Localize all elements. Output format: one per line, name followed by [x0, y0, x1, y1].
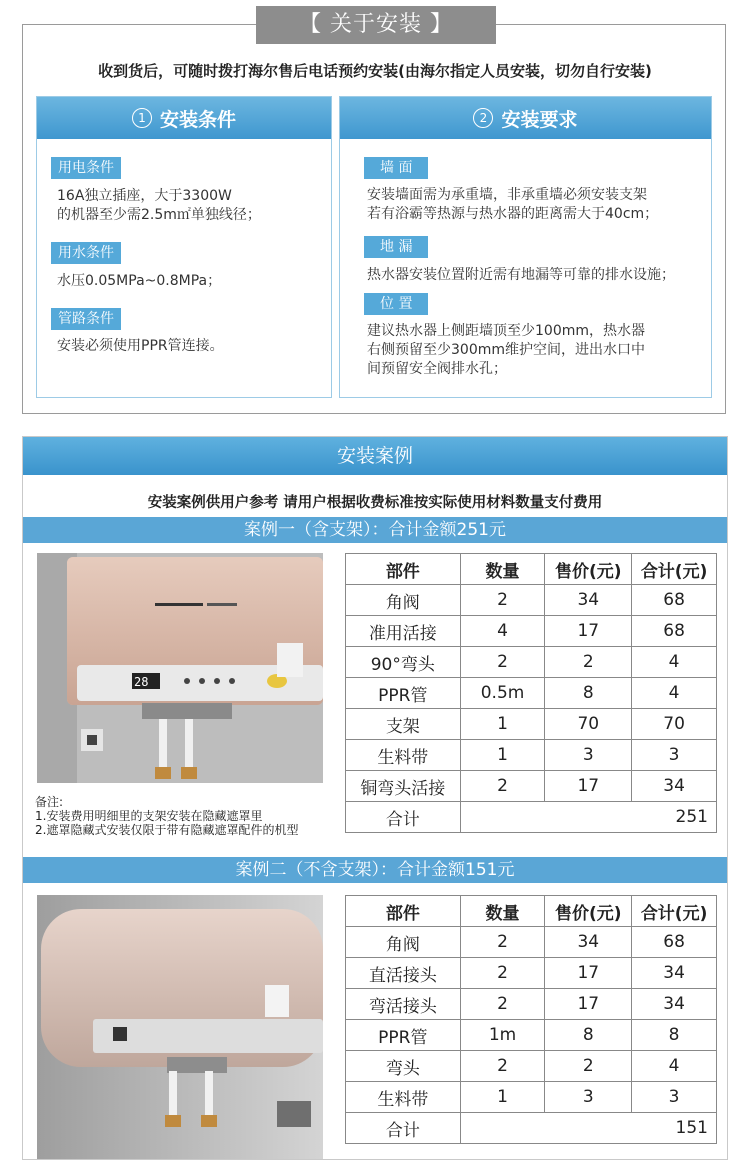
total-value: 151 [460, 1113, 716, 1144]
table-row [346, 709, 717, 740]
table-cell: 生料带 [346, 740, 461, 771]
requirement-tag-drain: 地 漏 [364, 236, 428, 258]
table-cell: 1 [460, 740, 545, 771]
table-cell: 34 [545, 585, 632, 616]
install-requirements-heading: 安装要求 [501, 108, 578, 131]
table-cell: 17 [545, 616, 632, 647]
condition-tag-power: 用电条件 [51, 157, 121, 179]
requirement-tag-position: 位 置 [364, 293, 428, 315]
install-requirements-header [340, 97, 711, 139]
case1-title-bar: 案例一（含支架）：合计金额251元 [23, 517, 727, 543]
table-header-row [346, 554, 717, 585]
table-cell: 8 [545, 678, 632, 709]
table-cell: 70 [545, 709, 632, 740]
about-install-note: 收到货后，可随时拨打海尔售后电话预约安装(由海尔指定人员安装，切勿自行安装) [98, 62, 652, 80]
condition-tag-pipe: 管路条件 [51, 308, 121, 330]
column-header: 数量 [460, 554, 545, 585]
table-cell: PPR管 [346, 1020, 461, 1051]
table-row [346, 958, 717, 989]
table-cell: 2 [460, 958, 545, 989]
column-header: 售价(元) [545, 896, 632, 927]
table-cell: 70 [632, 709, 717, 740]
table-cell: 68 [632, 616, 717, 647]
install-conditions-header [37, 97, 331, 139]
table-cell: 直活接头 [346, 958, 461, 989]
install-cases-section [22, 436, 728, 1160]
case1-parts-table [345, 553, 717, 833]
column-header: 合计(元) [632, 896, 717, 927]
case1-remark: 备注: 1.安装费用明细里的支架安装在隐藏遮罩里 2.遮罩隐藏式安装仅限于带有隐藏遮罩配件的机型 [35, 795, 299, 837]
table-cell: 2 [545, 1051, 632, 1082]
case2-heater-photo [37, 895, 323, 1159]
about-install-title: 【 关于安装 】 [256, 6, 496, 44]
total-label: 合计 [346, 802, 461, 833]
svg-text:28: 28 [134, 675, 149, 689]
table-cell: 2 [460, 989, 545, 1020]
table-total-row [346, 802, 717, 833]
table-cell: 2 [460, 647, 545, 678]
condition-text-power: 16A独立插座，大于3300W 的机器至少需2.5m㎡单独线径； [57, 188, 261, 223]
table-cell: 铜弯头活接 [346, 771, 461, 802]
table-cell: 4 [632, 647, 717, 678]
step-number-icon: 1 [132, 108, 152, 128]
table-cell: 3 [545, 1082, 632, 1113]
table-row [346, 1051, 717, 1082]
table-cell: 4 [460, 616, 545, 647]
table-cell: 8 [545, 1020, 632, 1051]
table-cell: 8 [632, 1020, 717, 1051]
column-header: 部件 [346, 554, 461, 585]
table-cell: 2 [545, 647, 632, 678]
case2-heater-illustration [37, 895, 323, 1159]
column-header: 合计(元) [632, 554, 717, 585]
table-cell: 3 [632, 740, 717, 771]
table-cell: 1 [460, 1082, 545, 1113]
table-cell: 角阀 [346, 585, 461, 616]
table-cell: 34 [632, 958, 717, 989]
condition-text-pipe: 安装必须使用PPR管连接。 [57, 338, 224, 354]
table-cell: 3 [632, 1082, 717, 1113]
table-cell: 弯头 [346, 1051, 461, 1082]
case1-heater-photo [37, 553, 323, 783]
table-cell: 34 [632, 771, 717, 802]
column-header: 售价(元) [545, 554, 632, 585]
table-row [346, 1020, 717, 1051]
install-cases-header: 安装案例 [23, 437, 727, 475]
case1-heater-illustration [37, 553, 323, 783]
table-cell: 34 [632, 989, 717, 1020]
requirement-text-position: 建议热水器上侧距墙顶至少100mm，热水器 右侧预留至少300mm维护空间，进出水口中 间预留安全阀排水孔； [367, 323, 645, 377]
table-cell: 68 [632, 585, 717, 616]
case2-title-bar: 案例二（不含支架）：合计金额151元 [23, 857, 727, 883]
table-cell: 2 [460, 585, 545, 616]
table-cell: 2 [460, 771, 545, 802]
column-header: 数量 [460, 896, 545, 927]
table-cell: 1m [460, 1020, 545, 1051]
table-cell: 角阀 [346, 927, 461, 958]
table-row [346, 989, 717, 1020]
table-cell: 1 [460, 709, 545, 740]
case2-parts-table [345, 895, 717, 1144]
table-cell: 17 [545, 771, 632, 802]
table-cell: 90°弯头 [346, 647, 461, 678]
install-conditions-heading: 安装条件 [159, 108, 236, 131]
table-cell: 生料带 [346, 1082, 461, 1113]
table-row [346, 740, 717, 771]
table-cell: 弯活接头 [346, 989, 461, 1020]
table-row [346, 771, 717, 802]
table-cell: PPR管 [346, 678, 461, 709]
install-cases-note: 安装案例供用户参考 请用户根据收费标准按实际使用材料数量支付费用 [147, 495, 603, 511]
table-cell: 2 [460, 927, 545, 958]
table-cell: 准用活接 [346, 616, 461, 647]
table-row [346, 1082, 717, 1113]
table-cell: 支架 [346, 709, 461, 740]
table-cell: 68 [632, 927, 717, 958]
table-cell: 4 [632, 678, 717, 709]
requirement-tag-wall: 墙 面 [364, 157, 428, 179]
requirement-text-wall: 安装墙面需为承重墙，非承重墙必须安装支架 若有浴霸等热源与热水器的距离需大于40cm； [367, 187, 659, 222]
total-label: 合计 [346, 1113, 461, 1144]
table-total-row [346, 1113, 717, 1144]
table-cell: 3 [545, 740, 632, 771]
table-row [346, 585, 717, 616]
table-row [346, 678, 717, 709]
table-cell: 0.5m [460, 678, 545, 709]
requirement-text-drain: 热水器安装位置附近需有地漏等可靠的排水设施； [367, 267, 675, 283]
column-header: 部件 [346, 896, 461, 927]
install-requirements-panel [339, 96, 712, 398]
table-row [346, 616, 717, 647]
table-row [346, 647, 717, 678]
step-number-icon: 2 [473, 108, 493, 128]
table-cell: 2 [460, 1051, 545, 1082]
table-cell: 4 [632, 1051, 717, 1082]
table-cell: 17 [545, 989, 632, 1020]
total-value: 251 [460, 802, 716, 833]
condition-text-water: 水压0.05MPa~0.8MPa； [57, 273, 222, 289]
table-cell: 17 [545, 958, 632, 989]
table-cell: 34 [545, 927, 632, 958]
condition-tag-water: 用水条件 [51, 242, 121, 264]
install-conditions-panel [36, 96, 332, 398]
table-row [346, 927, 717, 958]
table-header-row [346, 896, 717, 927]
